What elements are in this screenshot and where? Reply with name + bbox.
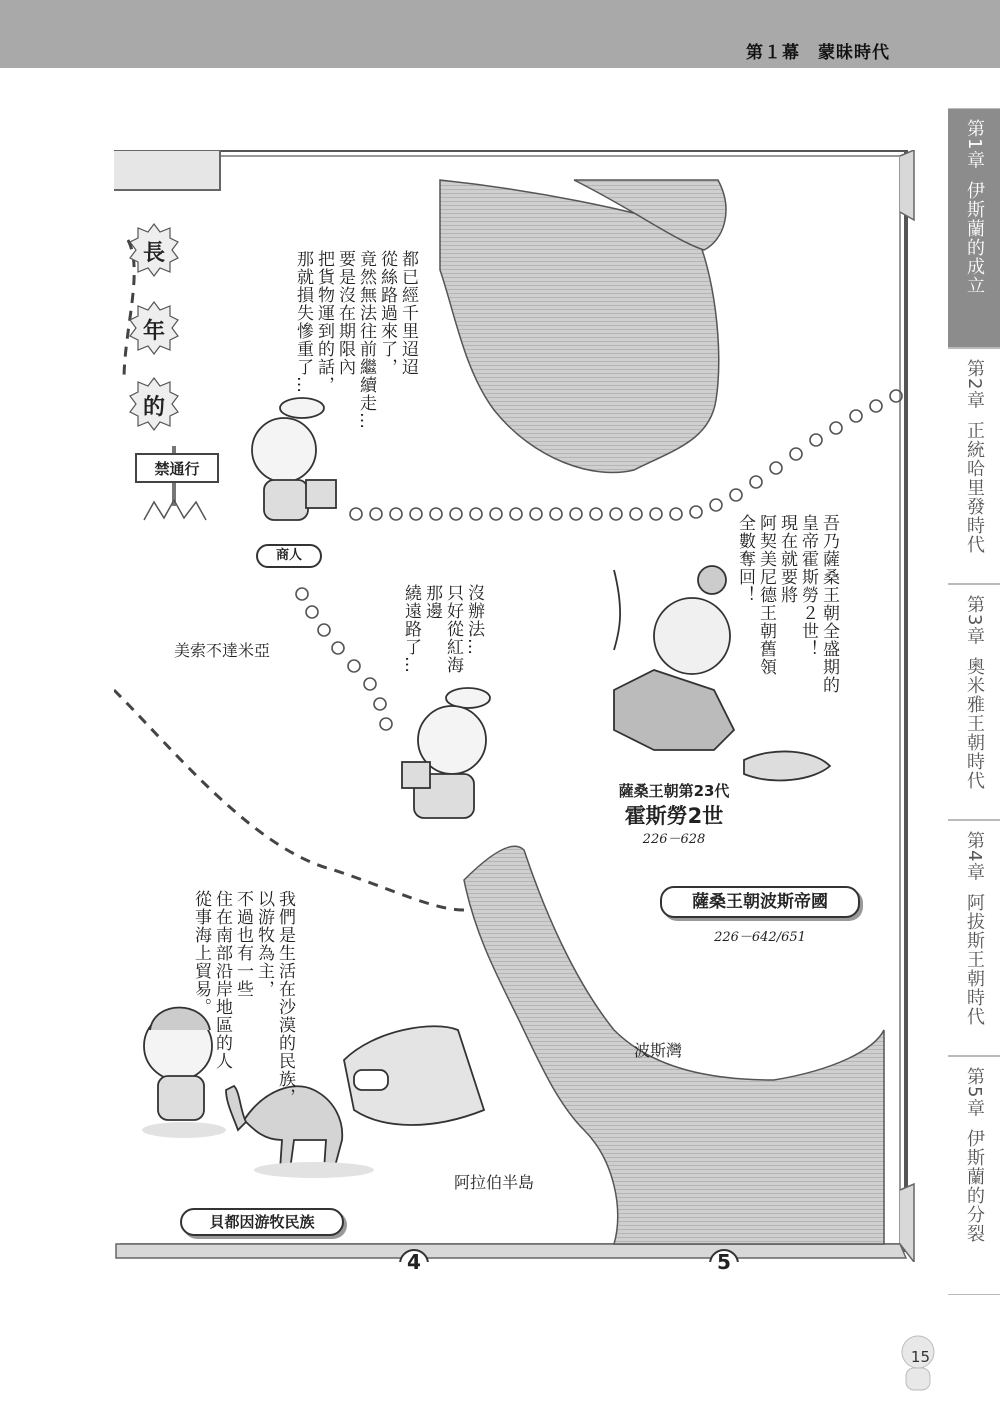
place-persian-gulf: 波斯灣 — [634, 1041, 683, 1060]
chapter-number: 第2章 — [964, 359, 985, 410]
chapter-tab-1[interactable] — [948, 108, 1000, 348]
merchant-label: 商人 — [256, 544, 322, 568]
bedouin-speech: 我們是生活在沙漠的民族， 以游牧為主， 不過也有一些 住在南部沿岸地區的人 從事海上貿易。 — [191, 890, 295, 1106]
chapter-title: 奧米雅王朝時代 — [964, 657, 985, 791]
page-header — [0, 0, 1000, 68]
chapter-number: 第4章 — [964, 831, 985, 882]
king-years: 226－628 — [642, 832, 706, 847]
chapter-number: 第5章 — [964, 1067, 985, 1118]
merchant-speech-2: 沒辦法… 只好從紅海 那邊 繞遠路了… — [401, 584, 484, 674]
merchant-speech: 都已經千里迢迢 從絲路過來了， 竟然無法往前繼續走… 要是沒在期限內 把貨物運到的話， 那就損失慘重了… — [293, 250, 418, 430]
place-mesopotamia: 美索不達米亞 — [174, 641, 271, 660]
chapter-number: 第3章 — [964, 595, 985, 646]
marker-4: 4 — [407, 1250, 421, 1274]
king-dynasty: 薩桑王朝第23代 — [618, 782, 730, 800]
no-entry-sign: 禁通行 — [154, 460, 200, 478]
chapter-tab-3[interactable] — [948, 584, 1000, 820]
place-arabia: 阿拉伯半島 — [454, 1173, 535, 1192]
empire-years: 226－642/651 — [714, 930, 806, 945]
chapter-heading: 第１幕 蒙昧時代 — [746, 43, 890, 63]
banner-char: 年 — [142, 319, 165, 344]
king-speech: 吾乃薩桑王朝全盛期的 皇帝霍斯勞２世！ 現在就要將 阿契美尼德王朝舊領 全數奪回！ — [735, 514, 839, 694]
chapter-title: 伊斯蘭的成立 — [964, 181, 985, 296]
chapter-tab-2[interactable] — [948, 348, 1000, 584]
banner-char: 長 — [142, 241, 165, 266]
illustrated-map — [114, 150, 918, 1274]
chapter-sidebar — [948, 108, 1000, 1295]
chapter-title: 阿拔斯王朝時代 — [964, 893, 985, 1027]
chapter-tab-4[interactable] — [948, 820, 1000, 1056]
bedouin-label: 貝都因游牧民族 — [180, 1208, 344, 1236]
king-name: 霍斯勞2世 — [624, 804, 724, 828]
chapter-number: 第1章 — [964, 119, 985, 170]
banner-char: 的 — [142, 395, 165, 420]
marker-5: 5 — [717, 1250, 731, 1274]
empire-label: 薩桑王朝波斯帝國 — [660, 886, 860, 918]
chapter-title: 伊斯蘭的分裂 — [964, 1129, 985, 1244]
page-number: 15 — [910, 1348, 930, 1366]
chapter-tab-5[interactable] — [948, 1056, 1000, 1295]
chapter-title: 正統哈里發時代 — [964, 421, 985, 555]
